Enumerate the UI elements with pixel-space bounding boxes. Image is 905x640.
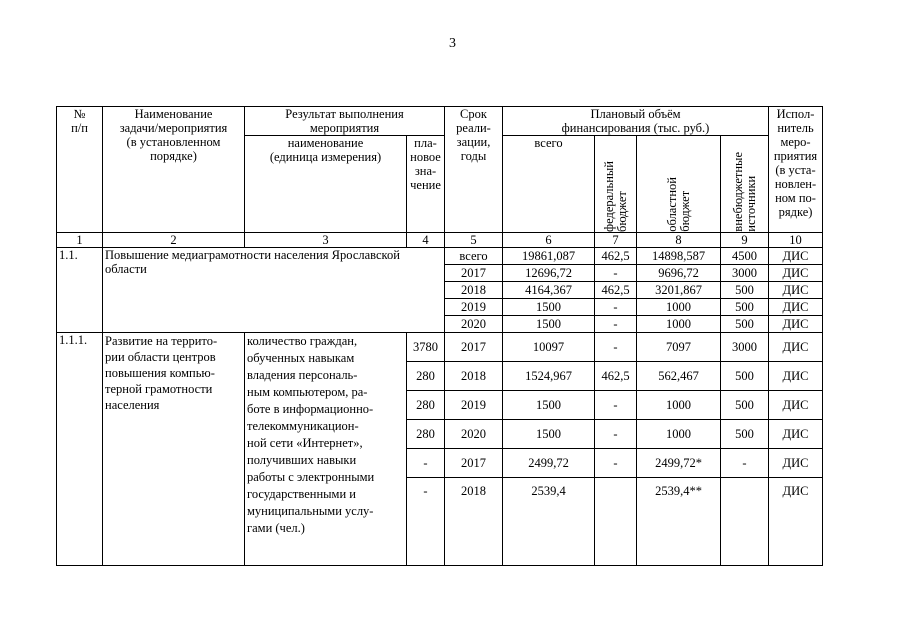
activity-extra: - bbox=[721, 449, 769, 478]
activity-executor: ДИС bbox=[769, 391, 823, 420]
header-num: № п/п bbox=[57, 107, 103, 233]
activity-total: 2539,4 bbox=[503, 478, 595, 566]
activity-extra: 3000 bbox=[721, 333, 769, 362]
task-year: 2019 bbox=[445, 299, 503, 316]
task-extra: 500 bbox=[721, 299, 769, 316]
task-year: 2017 bbox=[445, 265, 503, 282]
header-fin-regional-label: областной бюджет bbox=[664, 177, 692, 232]
task-year: всего bbox=[445, 248, 503, 265]
column-number: 10 bbox=[769, 233, 823, 248]
activity-total: 1500 bbox=[503, 420, 595, 449]
task-year: 2018 bbox=[445, 282, 503, 299]
header-fin-regional bbox=[637, 136, 721, 233]
task-row bbox=[57, 248, 823, 265]
header-fin-extra bbox=[721, 136, 769, 233]
column-number: 6 bbox=[503, 233, 595, 248]
activity-regional: 2539,4** bbox=[637, 478, 721, 566]
activity-year: 2017 bbox=[445, 449, 503, 478]
activity-year: 2017 bbox=[445, 333, 503, 362]
task-extra: 3000 bbox=[721, 265, 769, 282]
column-number-row bbox=[57, 233, 823, 248]
task-executor: ДИС bbox=[769, 282, 823, 299]
task-total: 19861,087 bbox=[503, 248, 595, 265]
task-federal: - bbox=[595, 316, 637, 333]
task-total: 12696,72 bbox=[503, 265, 595, 282]
header-row-1 bbox=[57, 107, 823, 136]
activity-value: 3780 bbox=[407, 333, 445, 362]
column-number: 2 bbox=[103, 233, 245, 248]
activity-extra bbox=[721, 478, 769, 566]
activity-value: - bbox=[407, 478, 445, 566]
task-total: 1500 bbox=[503, 316, 595, 333]
task-federal: 462,5 bbox=[595, 248, 637, 265]
header-fin-total: всего bbox=[503, 136, 595, 233]
task-total: 4164,367 bbox=[503, 282, 595, 299]
column-number: 1 bbox=[57, 233, 103, 248]
activity-total: 1500 bbox=[503, 391, 595, 420]
header-result: Результат выполнения мероприятия bbox=[245, 107, 445, 136]
header-term: Срок реали- зации, годы bbox=[445, 107, 503, 233]
activity-name: Развитие на террито- рии области центров повышения компью- терной грамотности населения bbox=[103, 333, 245, 566]
task-federal: - bbox=[595, 299, 637, 316]
activity-extra: 500 bbox=[721, 362, 769, 391]
task-regional: 14898,587 bbox=[637, 248, 721, 265]
task-extra: 500 bbox=[721, 316, 769, 333]
column-number: 7 bbox=[595, 233, 637, 248]
header-task: Наименование задачи/мероприятия (в установленном порядке) bbox=[103, 107, 245, 233]
column-number: 3 bbox=[245, 233, 407, 248]
header-result-name: наименование (единица измерения) bbox=[245, 136, 407, 233]
activity-row bbox=[57, 333, 823, 362]
activity-executor: ДИС bbox=[769, 333, 823, 362]
activity-executor: ДИС bbox=[769, 420, 823, 449]
task-regional: 1000 bbox=[637, 316, 721, 333]
activity-year: 2019 bbox=[445, 391, 503, 420]
column-number: 4 bbox=[407, 233, 445, 248]
task-federal: - bbox=[595, 265, 637, 282]
column-number: 9 bbox=[721, 233, 769, 248]
task-regional: 9696,72 bbox=[637, 265, 721, 282]
activity-regional: 7097 bbox=[637, 333, 721, 362]
task-executor: ДИС bbox=[769, 316, 823, 333]
column-number: 5 bbox=[445, 233, 503, 248]
activity-regional: 1000 bbox=[637, 420, 721, 449]
header-financing: Плановый объём финансирования (тыс. руб.) bbox=[503, 107, 769, 136]
activity-federal: - bbox=[595, 420, 637, 449]
activity-federal: - bbox=[595, 333, 637, 362]
header-executor: Испол- нитель меро- приятия (в уста- новлен- ном по- рядке) bbox=[769, 107, 823, 233]
task-executor: ДИС bbox=[769, 265, 823, 282]
activity-total: 10097 bbox=[503, 333, 595, 362]
task-year: 2020 bbox=[445, 316, 503, 333]
activity-federal: 462,5 bbox=[595, 362, 637, 391]
column-number: 8 bbox=[637, 233, 721, 248]
task-executor: ДИС bbox=[769, 299, 823, 316]
activity-executor: ДИС bbox=[769, 478, 823, 566]
activity-value: 280 bbox=[407, 362, 445, 391]
activity-federal: - bbox=[595, 391, 637, 420]
task-regional: 3201,867 bbox=[637, 282, 721, 299]
task-total: 1500 bbox=[503, 299, 595, 316]
activity-executor: ДИС bbox=[769, 449, 823, 478]
activity-value: - bbox=[407, 449, 445, 478]
activity-total: 1524,967 bbox=[503, 362, 595, 391]
header-fin-federal-label: федеральный бюджет bbox=[601, 160, 629, 232]
activity-num: 1.1.1. bbox=[57, 333, 103, 566]
activity-total: 2499,72 bbox=[503, 449, 595, 478]
activity-result-name: количество граждан, обученных навыкам владения персональ- ным компьютером, ра- боте в информационно- телекоммуникацион- ной сети «Интернет», получивших навыки работы с электронными государственными и муниципальными услу- гами (чел.) bbox=[245, 333, 407, 566]
activity-federal bbox=[595, 478, 637, 566]
header-fin-federal bbox=[595, 136, 637, 233]
task-federal: 462,5 bbox=[595, 282, 637, 299]
activity-extra: 500 bbox=[721, 420, 769, 449]
task-name: Повышение медиаграмотности населения Ярославской области bbox=[103, 248, 445, 333]
page-number: 3 bbox=[449, 36, 456, 51]
header-result-value: пла- новое зна- чение bbox=[407, 136, 445, 233]
activity-extra: 500 bbox=[721, 391, 769, 420]
activity-executor: ДИС bbox=[769, 362, 823, 391]
financing-plan-table bbox=[56, 106, 823, 566]
activity-regional: 562,467 bbox=[637, 362, 721, 391]
activity-regional: 2499,72* bbox=[637, 449, 721, 478]
header-fin-extra-label: внебюджетные источники bbox=[730, 152, 758, 232]
activity-year: 2020 bbox=[445, 420, 503, 449]
activity-year: 2018 bbox=[445, 478, 503, 566]
task-regional: 1000 bbox=[637, 299, 721, 316]
task-extra: 4500 bbox=[721, 248, 769, 265]
activity-year: 2018 bbox=[445, 362, 503, 391]
activity-federal: - bbox=[595, 449, 637, 478]
task-executor: ДИС bbox=[769, 248, 823, 265]
activity-regional: 1000 bbox=[637, 391, 721, 420]
activity-value: 280 bbox=[407, 420, 445, 449]
activity-value: 280 bbox=[407, 391, 445, 420]
task-extra: 500 bbox=[721, 282, 769, 299]
task-num: 1.1. bbox=[57, 248, 103, 333]
